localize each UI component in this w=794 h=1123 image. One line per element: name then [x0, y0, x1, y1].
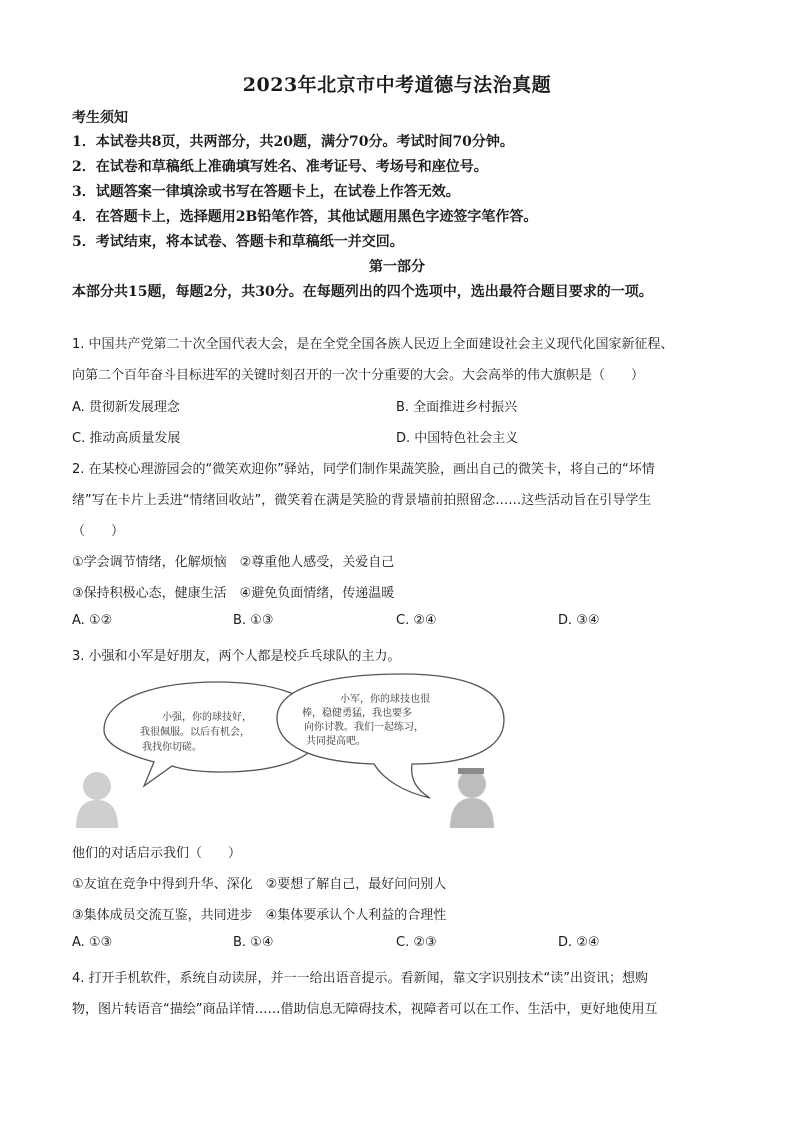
q1-stem-line2: 向第二个百年奋斗目标进军的关键时刻召开的一次十分重要的大会。大会高举的伟大旗帜是（ ） — [72, 368, 645, 383]
notice-item-2: 2．在试卷和草稿纸上准确填写姓名、准考证号、考场号和座位号。 — [72, 159, 488, 175]
q3-stem-line1: 3. 小强和小军是好朋友，两个人都是校乒乓球队的主力。 — [72, 649, 401, 664]
q1-option-b: B. 全面推进乡村振兴 — [396, 400, 518, 415]
exam-title: 2023年北京市中考道德与法治真题 — [242, 74, 552, 96]
left-student-figure — [76, 772, 118, 828]
q3-dialogue-illustration — [72, 668, 512, 828]
bubble-left-line3: 我找你切磋。 — [142, 742, 202, 753]
q1-option-d: D. 中国特色社会主义 — [396, 431, 519, 446]
q2-option-d: D. ③④ — [558, 613, 600, 628]
q2-option-b: B. ①③ — [233, 613, 274, 628]
q2-stem-line1: 2. 在某校心理游园会的“微笑欢迎你”驿站，同学们制作果蔬笑脸，画出自己的微笑卡，将自己的“坏情 — [72, 462, 655, 477]
right-student-figure — [450, 768, 494, 828]
q1-option-c: C. 推动高质量发展 — [72, 431, 181, 446]
q2-statement-1: ①学会调节情绪，化解烦恼 ②尊重他人感受，关爱自己 — [72, 555, 395, 570]
bubble-right-line4: 共同提高吧。 — [306, 736, 366, 747]
bubble-left-line2: 我很佩服。以后有机会， — [140, 727, 250, 738]
bubble-right-line2: 棒，稳健勇猛，我也要多 — [302, 708, 412, 719]
bubble-right-line1: 小军，你的球技也很 — [340, 694, 430, 705]
q3-statement-2: ③集体成员交流互鉴，共同进步 ④集体要承认个人利益的合理性 — [72, 908, 447, 923]
q3-option-b: B. ①④ — [233, 935, 274, 950]
q1-stem-line1: 1. 中国共产党第二十次全国代表大会，是在全党全国各族人民迈上全面建设社会主义现代化国家新征程、 — [72, 337, 674, 352]
q4-stem-line2: 物，图片转语音“描绘”商品详情……借助信息无障碍技术，视障者可以在工作、生活中，更好地使用互 — [72, 1002, 658, 1017]
q3-option-c: C. ②③ — [396, 935, 437, 950]
q3-statement-1: ①友谊在竞争中得到升华、深化 ②要想了解自己，最好问问别人 — [72, 877, 447, 892]
q4-stem-line1: 4. 打开手机软件，系统自动读屏，并一一给出语音提示。看新闻，靠文字识别技术“读”出资讯；想购 — [72, 971, 649, 986]
q2-option-a: A. ①② — [72, 613, 113, 628]
bubble-right-line3: 向你讨教。我们一起练习， — [304, 722, 424, 733]
notice-item-4: 4．在答题卡上，选择题用2B铅笔作答，其他试题用黑色字迹签字笔作答。 — [72, 209, 538, 225]
q2-stem-line2: 绪”写在卡片上丢进“情绪回收站”，微笑着在满是笑脸的背景墙前拍照留念……这些活动旨在引导学生 — [72, 493, 652, 508]
q3-option-d: D. ②④ — [558, 935, 600, 950]
q3-option-a: A. ①③ — [72, 935, 113, 950]
q1-option-a: A. 贯彻新发展理念 — [72, 400, 180, 415]
notice-item-5: 5．考试结束，将本试卷、答题卡和草稿纸一并交回。 — [72, 234, 404, 250]
part1-description: 本部分共15题，每题2分，共30分。在每题列出的四个选项中，选出最符合题目要求的一项。 — [72, 284, 653, 300]
q3-prompt: 他们的对话启示我们（ ） — [72, 846, 242, 861]
notice-item-1: 1．本试卷共8页，共两部分，共20题，满分70分。考试时间70分钟。 — [72, 134, 514, 150]
notice-heading: 考生须知 — [72, 110, 128, 126]
part1-title: 第一部分 — [369, 259, 425, 275]
q2-statement-2: ③保持积极心态，健康生活 ④避免负面情绪，传递温暖 — [72, 586, 395, 601]
q2-option-c: C. ②④ — [396, 613, 437, 628]
notice-item-3: 3．试题答案一律填涂或书写在答题卡上，在试卷上作答无效。 — [72, 184, 460, 200]
bubble-left-line1: 小强，你的球技好， — [162, 712, 252, 723]
q2-stem-line3: （ ） — [72, 524, 125, 539]
